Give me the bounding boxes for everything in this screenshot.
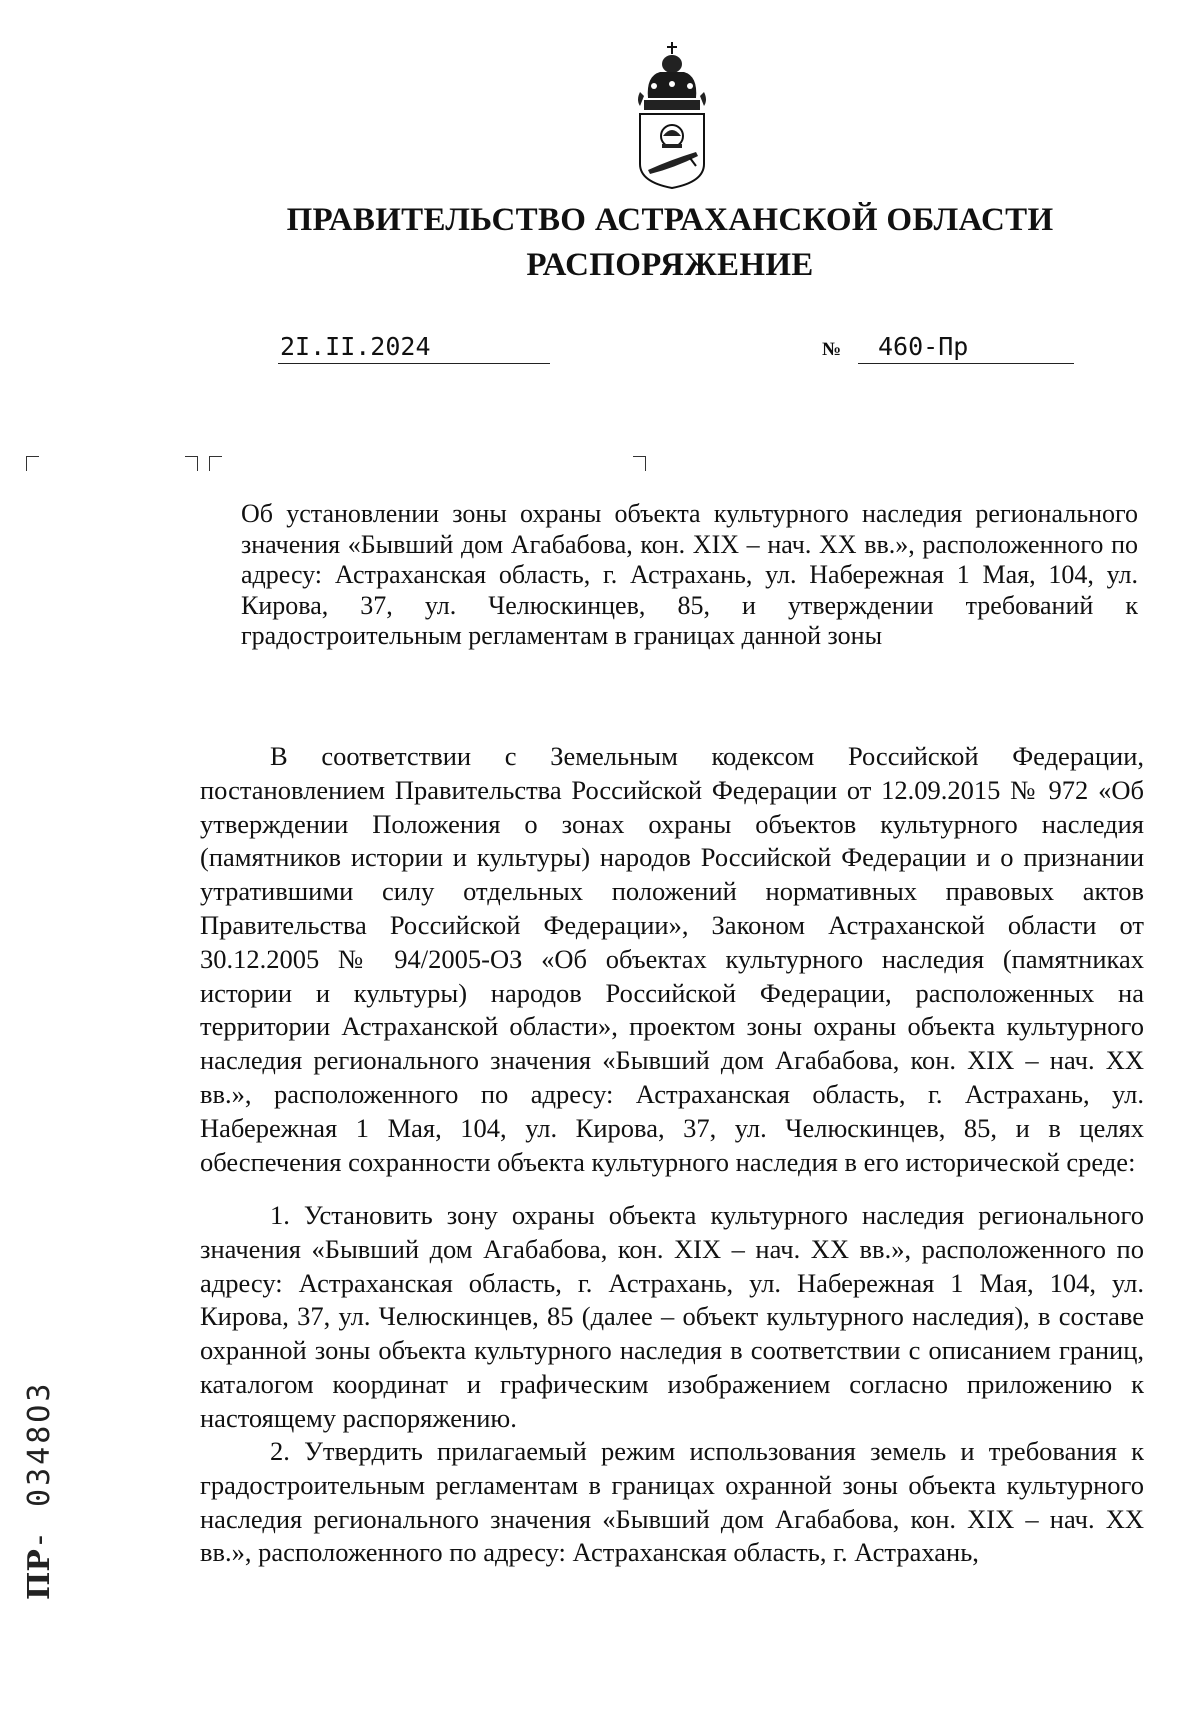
- side-code-value: - 0348О3: [22, 1380, 57, 1550]
- subject-bracket-right: [633, 456, 646, 471]
- side-code-prefix: ПР: [22, 1549, 57, 1600]
- organization-title: ПРАВИТЕЛЬСТВО АСТРАХАНСКОЙ ОБЛАСТИ: [286, 202, 1054, 238]
- number-sign: №: [822, 339, 842, 360]
- item-1-paragraph: 1. Установить зону охраны объекта культурного наследия регионального значения «Бывший дом Агабабова, кон. XIX – нач. XX вв.», расположенного по адресу: Астраханская область, г. Астрахань, ул. Набережная 1 Мая, 104, ул. Кирова, 37, ул. Челюскинцев, 85 (далее – объект культурного наследия), в составе охранной зоны объекта культурного наследия в соответствии с описанием границ, каталогом координат и графическим изображением согласно приложению к настоящему распоряжению.: [200, 1200, 1144, 1433]
- document-number: 460-Пр: [858, 330, 1074, 364]
- preamble-paragraph: В соответствии с Земельным кодексом Российской Федерации, постановлением Правительства Российской Федерации от 12.09.2015 № 972 «Об утверждении Положения о зонах охраны объектов культурного наследия (памятников истории и культуры) народов Российской Федерации и о признании утратившими силу отдельных положений нормативных правовых актов Правительства Российской Федерации», Законом Астраханской области от 30.12.2005 № 94/2005-ОЗ «Об объектах культурного наследия (памятниках истории и культуры) народов Российской Федерации, расположенных на территории Астраханской области», проектом зоны охраны объекта культурного наследия регионального значения «Бывший дом Агабабова, кон. XIX – нач. XX вв.», расположенного по адресу: Астраханская область, г. Астрахань, ул. Набережная 1 Мая, 104, ул. Кирова, 37, ул. Челюскинцев, 85, и в целях обеспечения сохранности объекта культурного наследия в его исторической среде:: [200, 741, 1144, 1177]
- item-2-paragraph: 2. Утвердить прилагаемый режим использования земель и требования к градостроительным регламентам в границах охранной зоны объекта культурного наследия регионального значения «Бывший дом Агабабова, кон. XIX – нач. XX вв.», расположенного по адресу: Астраханская область, г. Астрахань,: [200, 1436, 1144, 1568]
- subject-bracket-mid-right: [185, 456, 198, 471]
- coat-of-arms-icon: [630, 40, 714, 190]
- document-type-title: РАСПОРЯЖЕНИЕ: [526, 247, 814, 283]
- subject-bracket-left: [26, 456, 39, 471]
- document-subject: Об установлении зоны охраны объекта культурного наследия регионального значения «Бывший дом Агабабова, кон. XIX – нач. XX вв.», расположенного по адресу: Астраханская область, г. Астрахань, ул. Набережная 1 Мая, 104, ул. Кирова, 37, ул. Челюскинцев, 85, и утверждении требований к градостроительным регламентам в границах данной зоны: [241, 499, 1138, 650]
- subject-bracket-mid-left: [209, 456, 222, 471]
- side-registration-code: [22, 1381, 57, 1600]
- document-date: 2I.II.2024: [278, 330, 550, 364]
